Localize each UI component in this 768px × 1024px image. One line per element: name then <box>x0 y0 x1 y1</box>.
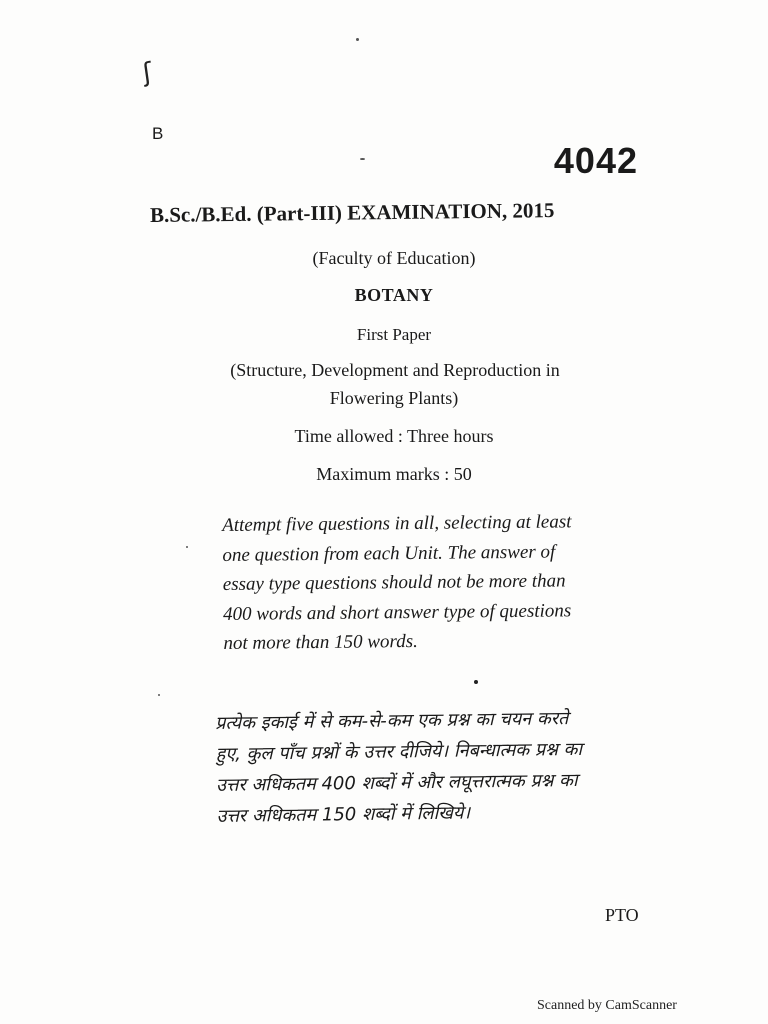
stray-dot <box>474 680 478 684</box>
scan-speck <box>186 546 188 548</box>
pto-note: PTO <box>605 905 639 925</box>
maximum-marks: Maximum marks : 50 <box>316 464 472 484</box>
paper-set-label: B <box>152 124 164 143</box>
subject-title: BOTANY <box>354 285 434 305</box>
faculty-line: (Faculty of Education) <box>312 248 476 268</box>
scan-speck <box>360 158 365 160</box>
scanner-watermark: Scanned by CamScanner <box>537 998 677 1013</box>
scan-speck <box>158 694 160 696</box>
paper-topic-line-2: Flowering Plants) <box>329 388 459 408</box>
hindi-instructions: प्रत्येक इकाई में से कम-से-कम एक प्रश्न का चयन करते हुए, कुल पाँच प्रश्नों के उत्तर दीजिये। निबन्धात्मक प्रश्न का उत्तर अधिकतम 400 शब्दों में और लघूत्तरात्मक प्रश्न का उत्तर अधिकतम 150 शब्दों में लिखिये। <box>215 708 583 827</box>
scan-speck <box>356 38 359 41</box>
paper-topic-line-1: (Structure, Development and Reproduction in <box>230 360 560 380</box>
handwritten-tick-mark: ʃ <box>140 57 154 89</box>
time-allowed: Time allowed : Three hours <box>294 426 494 446</box>
exam-title: B.Sc./B.Ed. (Part-III) EXAMINATION, 2015 <box>149 198 555 227</box>
english-instructions: Attempt five questions in all, selecting at least one question from each Unit. The answer of essay type questions should not be more than 400 words and short answer type of questions not more than 150 words. <box>222 511 572 654</box>
paper-number: First Paper <box>356 325 432 344</box>
paper-code: 4042 <box>553 140 638 181</box>
